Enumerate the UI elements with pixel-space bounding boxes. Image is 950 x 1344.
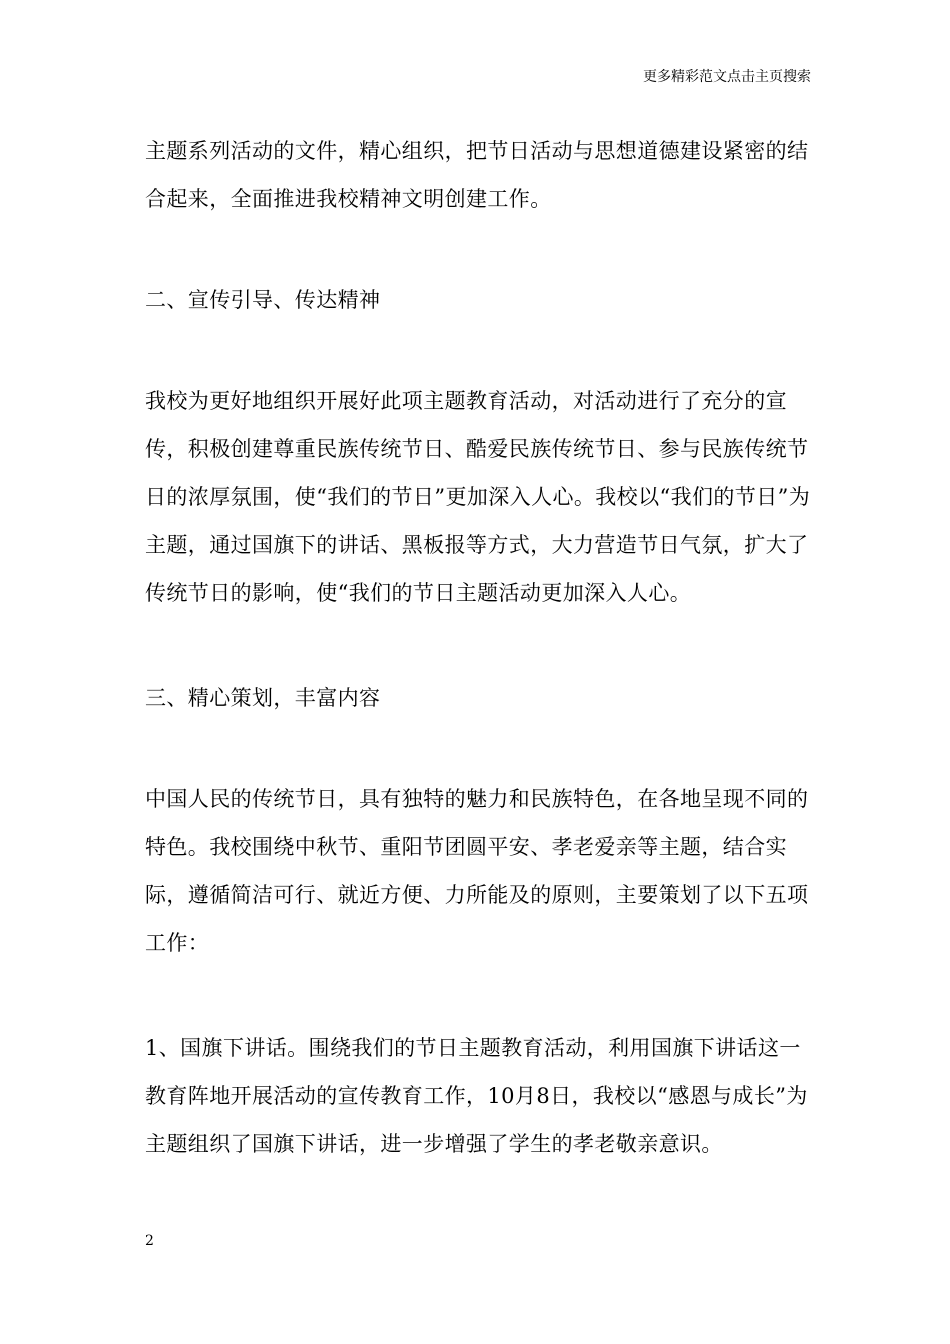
header-note: 更多精彩范文点击主页搜索 bbox=[643, 69, 811, 85]
section-heading-3: 三、精心策划，丰富内容 bbox=[145, 686, 381, 710]
paragraph-1: 主题系列活动的文件，精心组织，把节日活动与思想道德建设紧密的结合起来，全面推进我校精神文明创建工作。 bbox=[145, 139, 809, 211]
paragraph-4: 1、国旗下讲话。围绕我们的节日主题教育活动，利用国旗下讲话这一教育阵地开展活动的宣传教育工作，10月8日，我校以“感恩与成长”为主题组织了国旗下讲话，进一步增强了学生的孝老敬亲意识。 bbox=[145, 1036, 808, 1156]
paragraph-2: 我校为更好地组织开展好此项主题教育活动，对活动进行了充分的宣传，积极创建尊重民族传统节日、酷爱民族传统节日、参与民族传统节日的浓厚氛围，使“我们的节日”更加深入人心。我校以“我们的节日”为主题，通过国旗下的讲话、黑板报等方式，大力营造节日气氛，扩大了传统节日的影响，使“我们的节日主题活动更加深入人心。 bbox=[145, 389, 811, 605]
paragraph-3: 中国人民的传统节日，具有独特的魅力和民族特色，在各地呈现不同的特色。我校围绕中秋节、重阳节团圆平安、孝老爱亲等主题，结合实际，遵循简洁可行、就近方便、力所能及的原则，主要策划了以下五项工作： bbox=[145, 787, 809, 955]
page-number: 2 bbox=[145, 1233, 154, 1249]
section-heading-2: 二、宣传引导、传达精神 bbox=[145, 288, 381, 312]
